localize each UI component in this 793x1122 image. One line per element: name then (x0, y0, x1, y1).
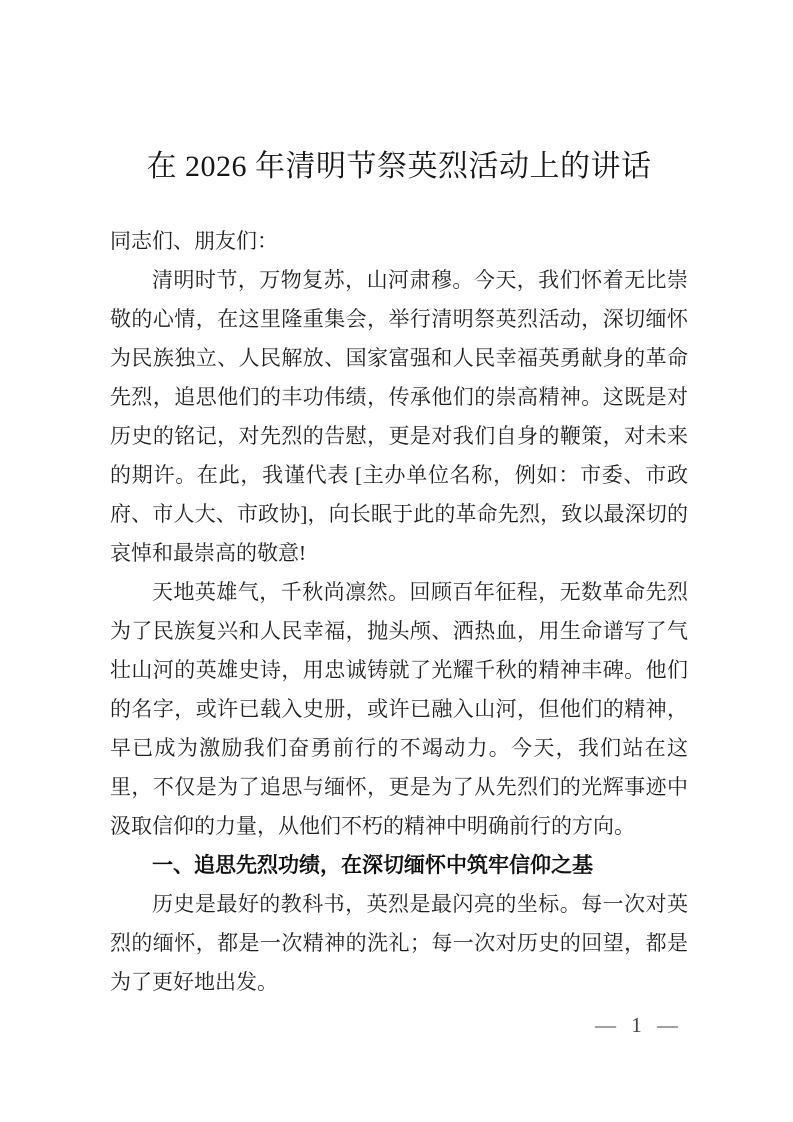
paragraph-history: 历史是最好的教科书，英烈是最闪亮的坐标。每一次对英烈的缅怀，都是一次精神的洗礼；每一次对历史的回望，都是为了更好地出发。 (110, 892, 688, 994)
section-heading-1: 一、追思先烈功绩，在深切缅怀中筑牢信仰之基 (152, 854, 593, 877)
paragraph-opening: 清明时节，万物复苏，山河肃穆。今天，我们怀着无比崇敬的心情，在这里隆重集会，举行清明祭英烈活动，深切缅怀为民族独立、人民解放、国家富强和人民幸福英勇献身的革命先烈，追思他们的丰功伟绩，传承他们的崇高精神。这既是对历史的铭记，对先烈的告慰，更是对我们自身的鞭策，对未来的期许。在此，我谨代表 [主办单位名称，例如：市委、市政府、市人大、市政协]，向长眠于此的革命先烈，致以最深切的哀悼和最崇高的敬意! (110, 268, 688, 565)
document-title: 在 2026 年清明节祭英烈活动上的讲话 (146, 150, 652, 183)
paragraph-tribute: 天地英雄气，千秋尚凛然。回顾百年征程，无数革命先烈为了民族复兴和人民幸福，抛头颅、洒热血，用生命谱写了气壮山河的英雄史诗，用忠诚铸就了光耀千秋的精神丰碑。他们的名字，或许已载入史册，或许已融入山河，但他们的精神，早已成为激励我们奋勇前行的不竭动力。今天，我们站在这里，不仅是为了追思与缅怀，更是为了从先烈们的光辉事迹中汲取信仰的力量，从他们不朽的精神中明确前行的方向。 (110, 580, 688, 838)
salutation: 同志们、朋友们： (110, 229, 278, 253)
page-number: — 1 — (595, 1013, 680, 1037)
